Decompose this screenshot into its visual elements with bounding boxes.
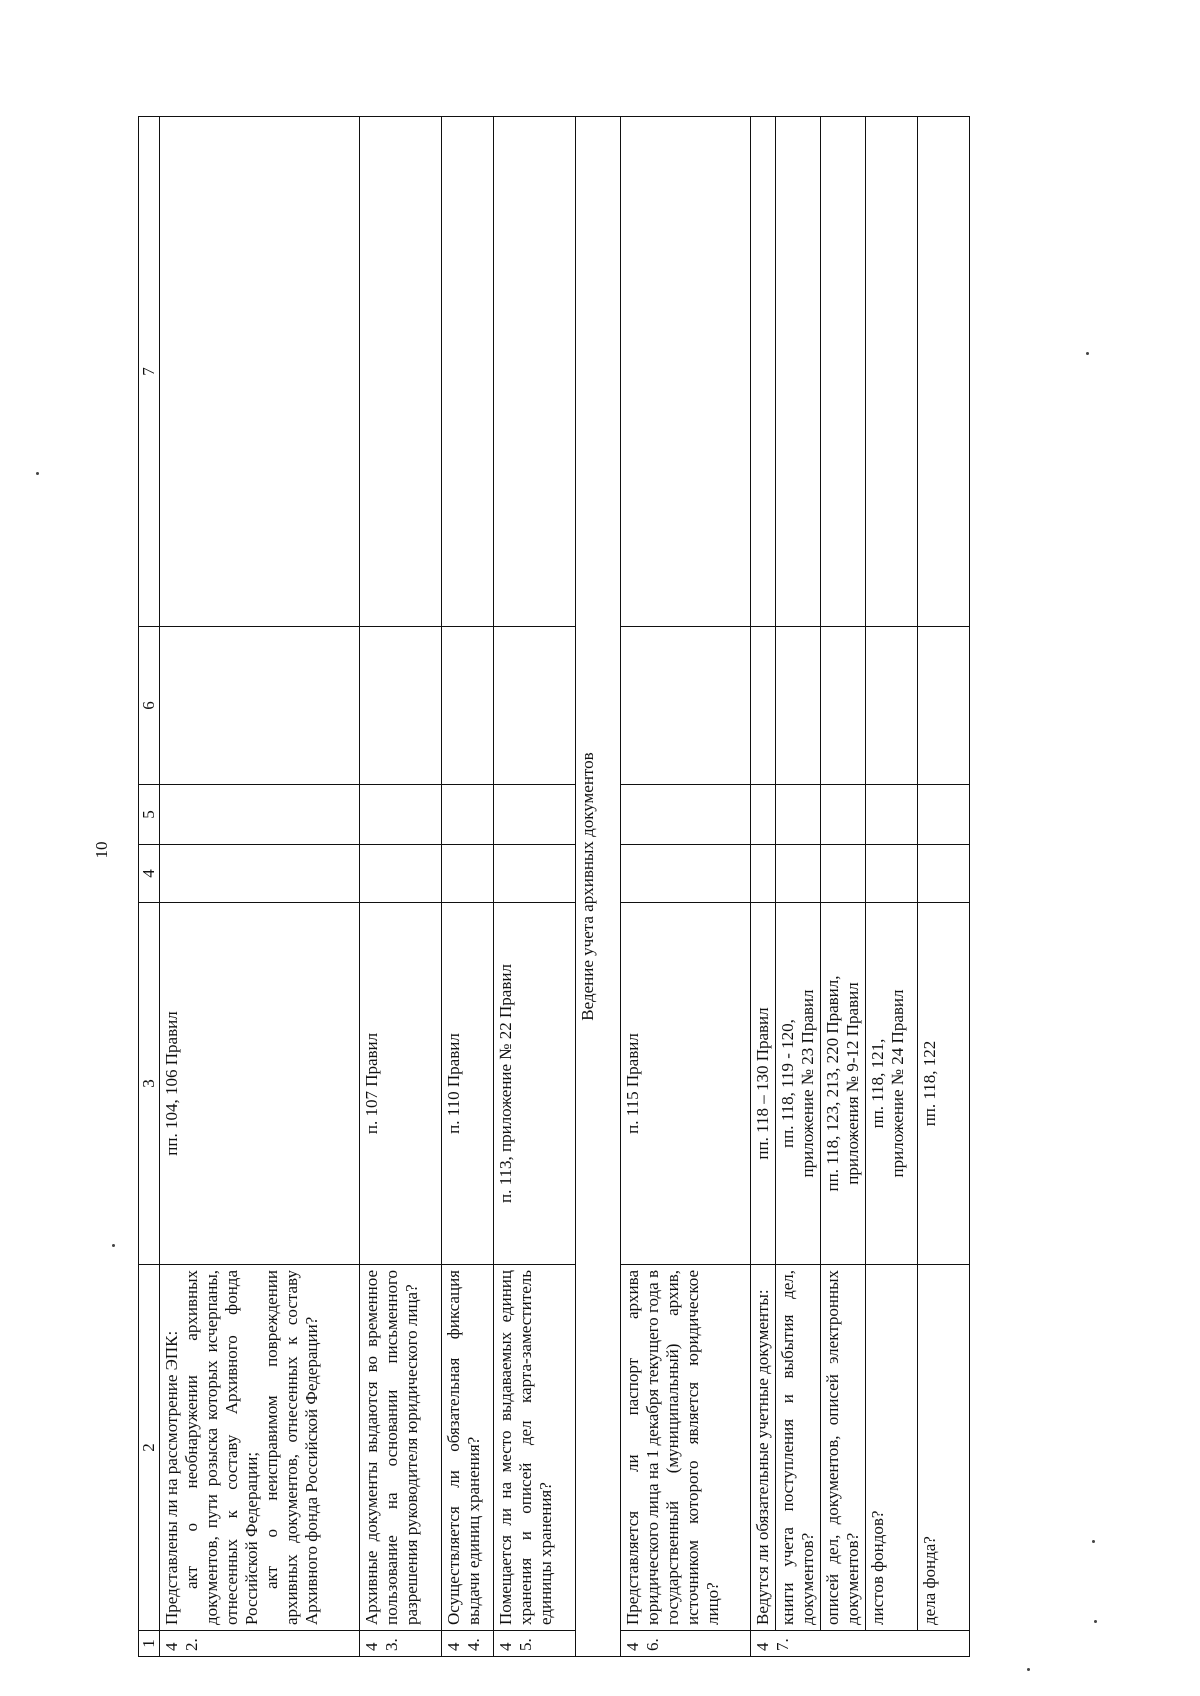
column-number: 5 xyxy=(139,785,160,845)
table-row xyxy=(360,117,442,1657)
empty-cell xyxy=(918,117,970,627)
reference-text: пп. 118, 122 xyxy=(920,1040,940,1127)
row-number: 44. xyxy=(442,1631,494,1657)
empty-cell xyxy=(442,627,494,785)
reference-text: пп. 118, 121, xyxy=(868,1038,888,1129)
empty-cell xyxy=(821,627,866,785)
question-text: акт о неисправимом повреждении архивных документов, отнесенных к составу Архивного фонда Российской Федерации? xyxy=(262,1270,322,1625)
empty-cell xyxy=(918,845,970,903)
scan-speck xyxy=(36,472,39,475)
empty-cell xyxy=(494,845,576,903)
reference-cell xyxy=(776,903,821,1265)
table-row xyxy=(160,117,360,1657)
empty-cell xyxy=(751,845,776,903)
row-number: 47. xyxy=(751,1631,970,1657)
reference-cell: п. 115 Правил xyxy=(621,903,751,1265)
empty-cell xyxy=(360,845,442,903)
reference-text: пп. 118, 119 - 120, xyxy=(778,1019,798,1148)
empty-cell xyxy=(160,627,360,785)
empty-cell xyxy=(866,627,918,785)
reference-cell xyxy=(918,903,970,1265)
reference-cell: п. 107 Правил xyxy=(360,903,442,1265)
empty-cell xyxy=(751,785,776,845)
empty-cell xyxy=(776,627,821,785)
empty-cell xyxy=(776,845,821,903)
empty-cell xyxy=(776,785,821,845)
question-cell: Ведутся ли обязательные учетные документы: xyxy=(751,1265,776,1631)
empty-cell xyxy=(494,627,576,785)
empty-cell xyxy=(821,845,866,903)
column-number: 3 xyxy=(139,903,160,1265)
question-cell: листов фондов? xyxy=(866,1265,918,1631)
question-cell: книги учета поступления и выбытия дел, документов? xyxy=(776,1265,821,1631)
scan-speck xyxy=(1092,1540,1095,1543)
reference-text: приложения № 9-12 Правил xyxy=(843,982,863,1185)
column-number-row xyxy=(139,117,160,1657)
column-number: 7 xyxy=(139,117,160,627)
table-row xyxy=(442,117,494,1657)
page-number: 10 xyxy=(92,841,111,859)
empty-cell xyxy=(360,785,442,845)
empty-cell xyxy=(918,785,970,845)
empty-cell xyxy=(160,845,360,903)
question-cell: Архивные документы выдаются во временное пользование на основании письменного разрешения руководителя юридического лица? xyxy=(360,1265,442,1631)
column-number: 6 xyxy=(139,627,160,785)
empty-cell xyxy=(442,117,494,627)
empty-cell xyxy=(442,845,494,903)
empty-cell xyxy=(918,627,970,785)
question-text: акт о необнаружении архивных документов, пути розыска которых исчерпаны, отнесенных к составу Архивного фонда Российской Федерации; xyxy=(182,1270,262,1625)
sub-row xyxy=(821,117,866,1657)
empty-cell xyxy=(494,785,576,845)
reference-text: приложение № 24 Правил xyxy=(888,989,908,1178)
question-cell: Представляется ли паспорт архива юридического лица на 1 декабря текущего года в государственный (муниципальный) архив, источником которого является юридическое лицо? xyxy=(621,1265,751,1631)
empty-cell xyxy=(360,117,442,627)
empty-cell xyxy=(621,627,751,785)
question-cell: дела фонда? xyxy=(918,1265,970,1631)
section-title: Ведение учета архивных документов xyxy=(576,117,621,1657)
reference-cell: пп. 104, 106 Правил xyxy=(160,903,360,1265)
scan-speck xyxy=(1027,1668,1030,1671)
empty-cell xyxy=(866,845,918,903)
table-row xyxy=(621,117,751,1657)
row-number: 43. xyxy=(360,1631,442,1657)
sub-row xyxy=(866,117,918,1657)
section-row xyxy=(576,117,621,1657)
table-row xyxy=(494,117,576,1657)
row-number: 46. xyxy=(621,1631,751,1657)
reference-cell xyxy=(866,903,918,1265)
empty-cell xyxy=(494,117,576,627)
sub-row xyxy=(776,117,821,1657)
scan-speck xyxy=(112,1244,115,1247)
inspection-table xyxy=(138,116,970,1657)
reference-cell: п. 110 Правил xyxy=(442,903,494,1265)
column-number: 4 xyxy=(139,845,160,903)
empty-cell xyxy=(442,785,494,845)
scan-speck xyxy=(1094,1620,1097,1623)
empty-cell xyxy=(751,627,776,785)
row-number: 42. xyxy=(160,1631,360,1657)
empty-cell xyxy=(621,785,751,845)
reference-cell xyxy=(821,903,866,1265)
reference-cell: п. 113, приложение № 22 Правил xyxy=(494,903,576,1265)
table-row xyxy=(751,117,776,1657)
rotated-table-wrapper xyxy=(138,116,970,1657)
reference-text: приложение № 23 Правил xyxy=(798,989,818,1178)
empty-cell xyxy=(751,117,776,627)
scan-speck xyxy=(1086,352,1089,355)
question-cell xyxy=(160,1265,360,1631)
question-text: Представлены ли на рассмотрение ЭПК: xyxy=(162,1330,182,1625)
question-cell: Помещается ли на место выдаваемых единиц хранения и описей дел карта-заместитель единицы хранения? xyxy=(494,1265,576,1631)
empty-cell xyxy=(821,785,866,845)
empty-cell xyxy=(621,845,751,903)
question-cell: описей дел, документов, описей электронных документов? xyxy=(821,1265,866,1631)
column-number: 1 xyxy=(139,1631,160,1657)
empty-cell xyxy=(360,627,442,785)
empty-cell xyxy=(866,785,918,845)
sub-row xyxy=(918,117,970,1657)
empty-cell xyxy=(160,785,360,845)
empty-cell xyxy=(821,117,866,627)
column-number: 2 xyxy=(139,1265,160,1631)
reference-text: пп. 118, 123, 213, 220 Правил, xyxy=(823,975,843,1192)
empty-cell xyxy=(866,117,918,627)
empty-cell xyxy=(621,117,751,627)
row-number: 45. xyxy=(494,1631,576,1657)
empty-cell xyxy=(160,117,360,627)
reference-cell: пп. 118 – 130 Правил xyxy=(751,903,776,1265)
question-cell: Осуществляется ли обязательная фиксация выдачи единиц хранения? xyxy=(442,1265,494,1631)
empty-cell xyxy=(776,117,821,627)
